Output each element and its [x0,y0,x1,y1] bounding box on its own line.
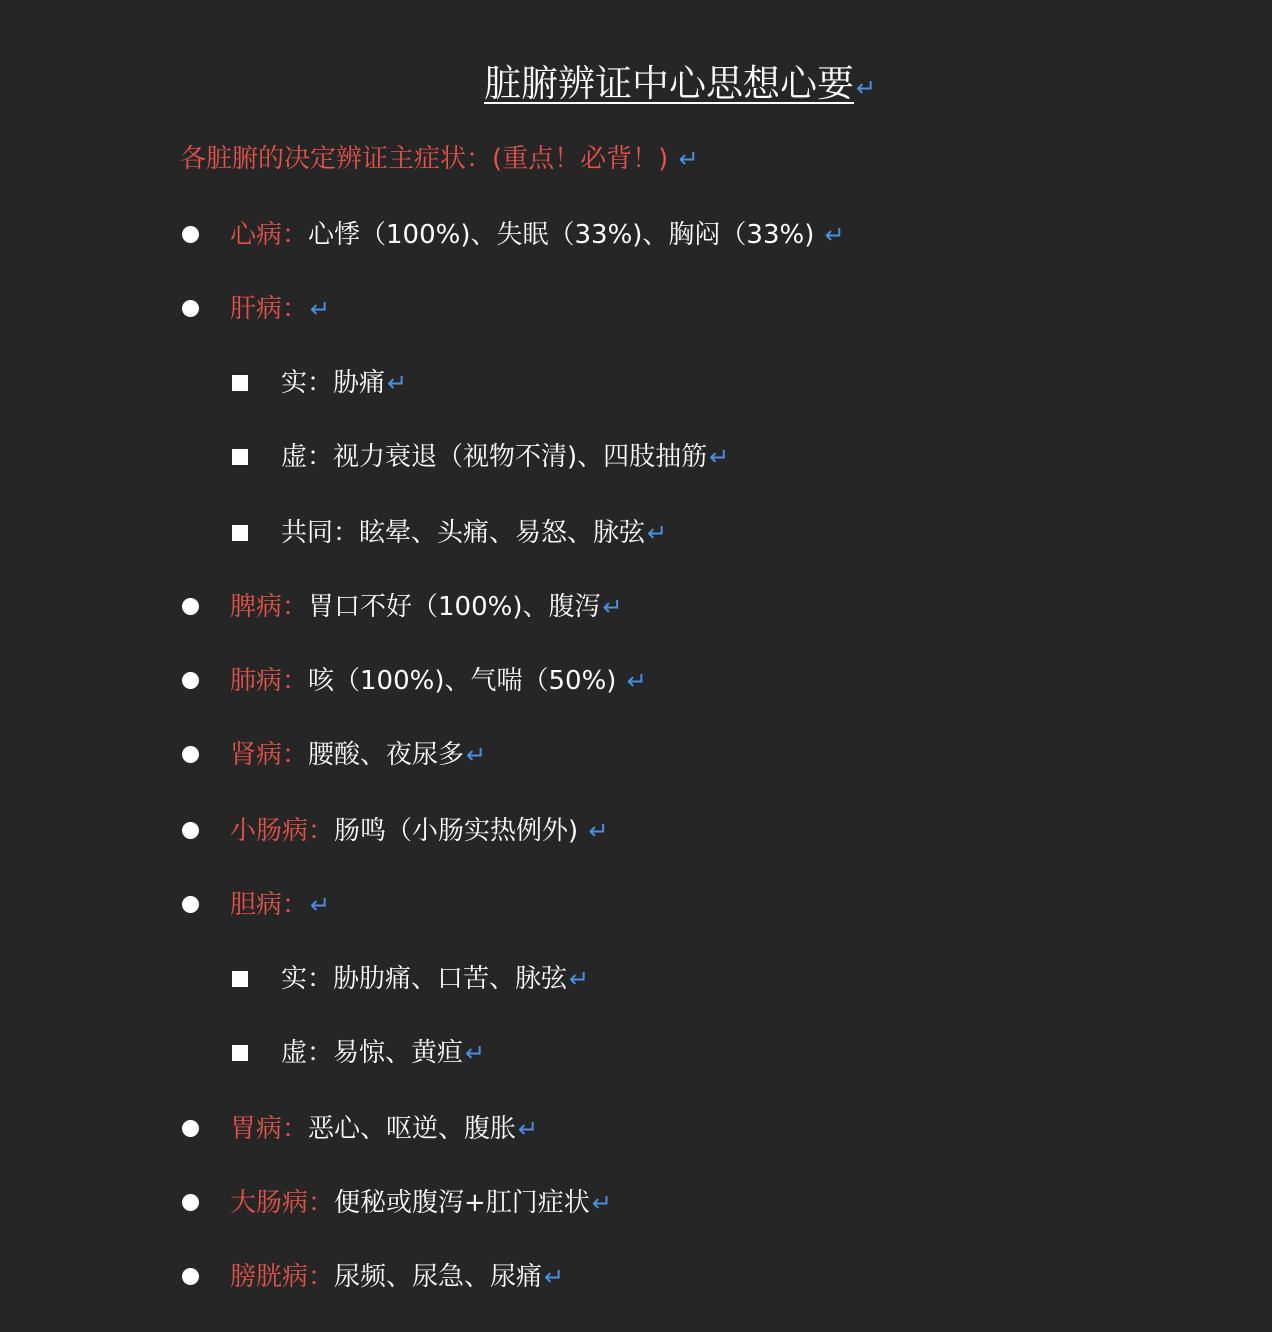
bullet-square-icon [232,449,248,465]
return-mark-icon: ↵ [588,817,609,845]
bullet-dot-icon [182,1194,199,1211]
document-title [484,58,876,114]
bullet-dot-icon [182,300,199,317]
item-text: 虚：视力衰退（视物不清)、四肢抽筋 [281,442,708,472]
title-text: 脏腑辨证中心思想心要 [484,62,854,105]
item-label: 胆病： [230,890,309,920]
return-mark-icon: ↵ [518,1115,539,1143]
return-mark-icon: ↵ [544,1263,565,1291]
bullet-dot-icon [182,1268,199,1285]
return-mark-icon: ↵ [678,145,699,173]
return-mark-icon: ↵ [466,741,487,769]
item-text: 便秘或腹泻+肛门症状 [334,1188,590,1218]
item-text: 腰酸、夜尿多 [308,740,465,770]
return-mark-icon: ↵ [591,1189,612,1217]
item-text: 实：胁痛 [281,368,386,398]
item-label: 脾病： [230,592,309,622]
intro-line [180,138,699,180]
bullet-square-icon [232,1045,248,1061]
item-text: 共同：眩晕、头痛、易怒、脉弦 [281,518,646,548]
item-label: 肾病： [230,740,309,770]
return-mark-icon: ↵ [709,443,730,471]
item-text: 尿频、尿急、尿痛 [334,1262,543,1292]
item-label: 大肠病： [230,1188,335,1218]
return-mark-icon: ↵ [824,221,845,249]
return-mark-icon: ↵ [647,519,668,547]
return-mark-icon: ↵ [602,593,623,621]
bullet-dot-icon [182,746,199,763]
item-label: 心病： [230,220,309,250]
bullet-dot-icon [182,672,199,689]
bullet-square-icon [232,971,248,987]
bullet-dot-icon [182,598,199,615]
return-mark-icon: ↵ [465,1039,486,1067]
return-mark-icon: ↵ [387,369,408,397]
bullet-square-icon [232,525,248,541]
return-mark-icon: ↵ [626,667,647,695]
bullet-dot-icon [182,896,199,913]
intro-text: 各脏腑的决定辨证主症状：(重点！必背！) [180,144,677,174]
return-mark-icon: ↵ [569,965,590,993]
item-text: 肠鸣（小肠实热例外) [334,816,587,846]
item-label: 肝病： [230,294,309,324]
item-text: 咳（100%)、气喘（50%) [308,666,625,696]
return-mark-icon: ↵ [310,295,331,323]
item-text: 恶心、呕逆、腹胀 [308,1114,517,1144]
return-mark-icon: ↵ [310,891,331,919]
bullet-square-icon [232,375,248,391]
item-text: 实：胁肋痛、口苦、脉弦 [281,964,568,994]
return-mark-icon: ↵ [856,74,877,102]
bullet-dot-icon [182,822,199,839]
item-text: 心悸（100%)、失眠（33%)、胸闷（33%) [308,220,823,250]
item-text: 虚：易惊、黄疸 [281,1038,464,1068]
item-label: 小肠病： [230,816,335,846]
item-label: 膀胱病： [230,1262,335,1292]
bullet-dot-icon [182,1120,199,1137]
item-label: 肺病： [230,666,309,696]
item-text: 胃口不好（100%)、腹泻 [308,592,601,622]
item-label: 胃病： [230,1114,309,1144]
bullet-dot-icon [182,226,199,243]
